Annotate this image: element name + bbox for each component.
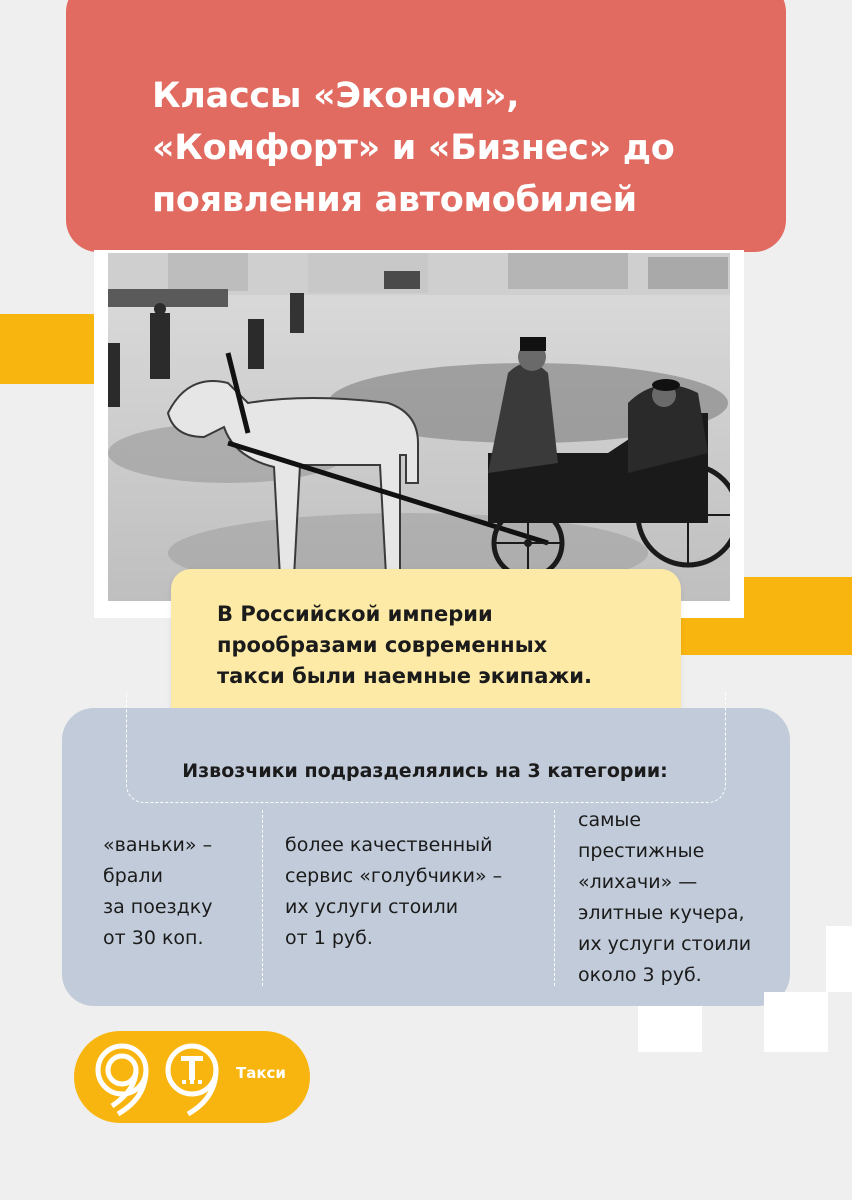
page-title: Классы «Эконом», «Комфорт» и «Бизнес» до появления автомобилей — [152, 76, 675, 220]
column-divider — [554, 810, 555, 986]
note-text: В Российской империи прообразами современных такси были наемные экипажи. — [217, 602, 592, 688]
horse-carriage-illustration-icon — [108, 253, 730, 601]
categories-heading-frame — [126, 692, 726, 803]
number-nine-logo-icon — [90, 1040, 160, 1116]
categories-heading: Извозчики подразделялись на 3 категории: — [182, 760, 668, 782]
taxi-t-logo-icon — [160, 1040, 230, 1116]
category-vanki: «ваньки» – брали за поездку от 30 коп. — [103, 834, 213, 949]
historic-carriage-photo — [108, 253, 730, 601]
logo-label: Такси — [236, 1064, 286, 1082]
decor-square — [826, 926, 852, 992]
decor-square — [764, 992, 828, 1052]
decor-square — [638, 1006, 702, 1052]
category-lihachi: самые престижные «лихачи» — элитные кучера, их услуги стоили около 3 руб. — [578, 809, 752, 986]
category-golubchiki: более качественный сервис «голубчики» – их услуги стоили от 1 руб. — [285, 834, 503, 949]
column-divider — [262, 810, 263, 986]
left-yellow-stripe — [0, 314, 95, 384]
